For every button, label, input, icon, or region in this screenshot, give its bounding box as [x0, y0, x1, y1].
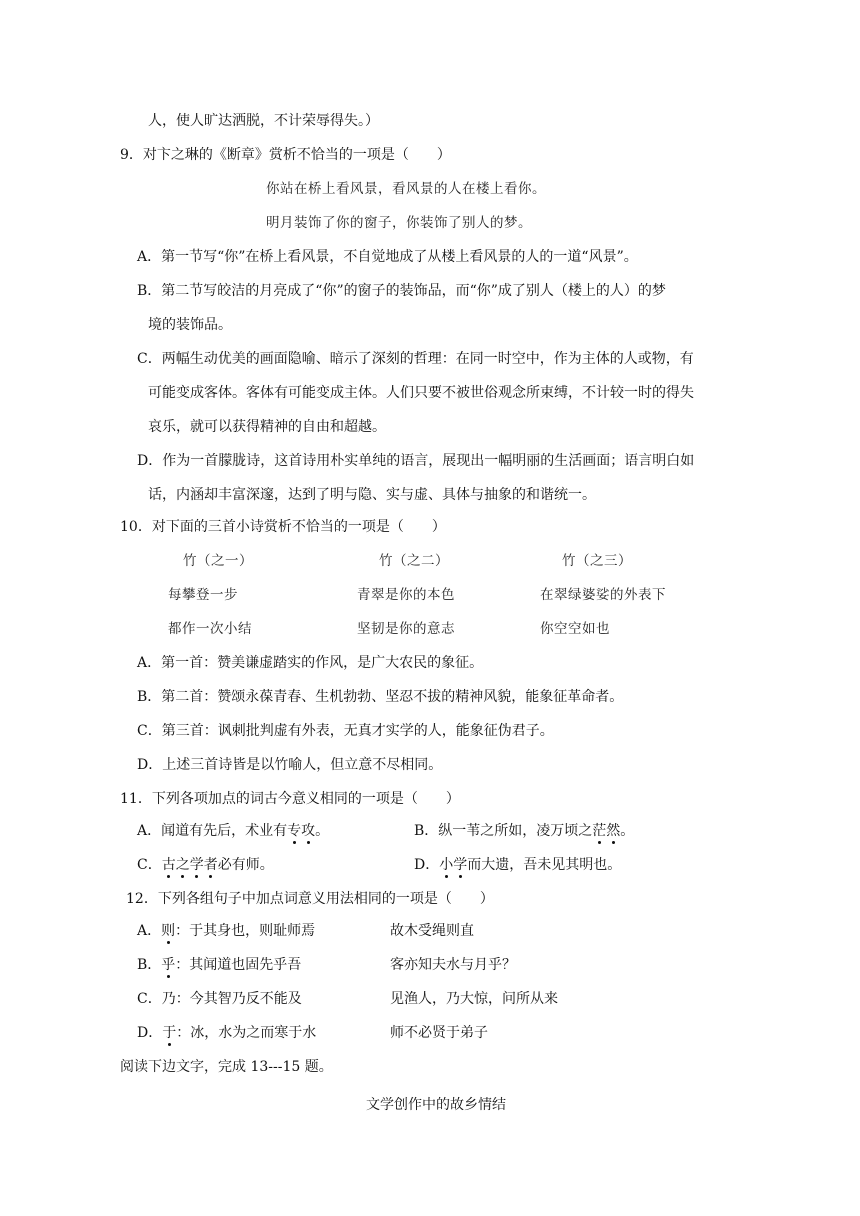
- emphasis-dot-char: 然: [606, 823, 621, 839]
- q9-option-b-line-1: B．第二节写皎洁的月亮成了“你”的窗子的装饰品，而“你”成了别人（楼上的人）的梦: [137, 283, 666, 299]
- emphasis-dot-char: 乎: [161, 957, 176, 973]
- q12-b-label: B．: [137, 957, 162, 973]
- q12-d-dotted: [162, 1025, 176, 1041]
- q10-option-c: C．第三首：讽刺批判虚有外表，无真才实学的人，能象征伪君子。: [137, 723, 554, 739]
- q11-d-post: 而大遗，吾未见其明也。: [467, 857, 622, 873]
- reading-instruction: 阅读下边文字，完成 13---15 题。: [120, 1059, 333, 1075]
- q12-b-sentence-2: 客亦知夫水与月乎？: [390, 957, 516, 973]
- q9-option-a: A．第一节写“你”在桥上看风景，不自觉地成了从楼上看风景的人的一道“风景”。: [137, 249, 638, 265]
- q11-option-c: [137, 856, 274, 874]
- q12-c-sentence-2: 见渔人，乃大惊，问所从来: [390, 991, 558, 1007]
- q12-stem: 12．下列各组句子中加点词意义用法相同的一项是（ ）: [126, 891, 494, 907]
- poem-1-title: 竹（之一）: [183, 553, 253, 569]
- q11-a-pre: A．闻道有先后，术业有: [137, 823, 288, 839]
- emphasis-dot-char: 古: [161, 857, 176, 873]
- poem-2-title: 竹（之二）: [379, 553, 449, 569]
- q11-c-dotted: [162, 857, 218, 873]
- emphasis-dot-char: 之: [175, 857, 190, 873]
- q11-b-dotted: [592, 823, 620, 839]
- q12-c-sentence-1: ：今其智乃反不能及: [175, 991, 302, 1007]
- emphasis-dot-char: 学: [189, 857, 204, 873]
- q9-option-c-line-1: C．两幅生动优美的画面隐喻、暗示了深刻的哲理：在同一时空中，作为主体的人或物，有: [137, 351, 694, 367]
- q12-option-c-left: [137, 990, 302, 1008]
- q12-option-d-left: [137, 1024, 316, 1042]
- poem-2-line-2: 坚韧是你的意志: [357, 621, 455, 637]
- q11-d-dotted: [439, 857, 467, 873]
- q12-a-sentence-2: 故木受绳则直: [390, 923, 474, 939]
- q12-c-label: C．: [137, 991, 162, 1007]
- q10-option-d: D．上述三首诗皆是以竹喻人，但立意不尽相同。: [137, 757, 443, 773]
- q12-d-label: D．: [137, 1025, 163, 1041]
- q9-poem-line-2: 明月装饰了你的窗子，你装饰了别人的梦。: [266, 215, 532, 231]
- poem-1-line-2: 都作一次小结: [168, 621, 252, 637]
- poem-2-line-1: 青翠是你的本色: [357, 587, 455, 603]
- q12-b-dotted: [161, 957, 175, 973]
- q9-stem: 9．对卞之琳的《断章》赏析不恰当的一项是（ ）: [120, 147, 451, 163]
- q11-c-pre: C．: [137, 857, 162, 873]
- emphasis-dot-char: 专: [287, 823, 302, 839]
- q10-stem: 10．对下面的三首小诗赏析不恰当的一项是（ ）: [120, 519, 446, 535]
- q12-a-label: A．: [137, 923, 162, 939]
- q12-c-word: 乃: [161, 991, 176, 1007]
- q12-a-dotted: [161, 923, 175, 939]
- poem-3-line-2: 你空空如也: [540, 621, 610, 637]
- q11-option-a: [137, 822, 329, 840]
- q12-d-sentence-2: 师不必贤于弟子: [390, 1025, 488, 1041]
- q9-option-c-line-3: 哀乐，就可以获得精神的自由和超越。: [148, 419, 386, 435]
- q11-a-dotted: [287, 823, 315, 839]
- q12-b-sentence-1: ：其闻道也固先乎吾: [175, 957, 302, 973]
- q9-option-b-line-2: 境的装饰品。: [148, 317, 232, 333]
- q12-option-b-left: [137, 956, 301, 974]
- q9-option-d-line-1: D．作为一首朦胧诗，这首诗用朴实单纯的语言，展现出一幅明丽的生活画面；语言明白如: [137, 453, 695, 469]
- emphasis-dot-char: 茫: [592, 823, 607, 839]
- article-title: 文学创作中的故乡情结: [366, 1097, 506, 1113]
- q11-option-d: [414, 856, 621, 874]
- q10-option-a: A．第一首：赞美谦虚踏实的作风，是广大农民的象征。: [137, 655, 484, 671]
- emphasis-dot-char: 者: [203, 857, 218, 873]
- q12-d-sentence-1: ：冰，水为之而寒于水: [176, 1025, 317, 1041]
- emphasis-dot-char: 则: [161, 923, 176, 939]
- q11-d-pre: D．: [414, 857, 440, 873]
- poem-3-line-1: 在翠绿婆娑的外表下: [540, 587, 666, 603]
- q9-option-c-line-2: 可能变成客体。客体有可能变成主体。人们只要不被世俗观念所束缚，不计较一时的得失: [148, 385, 694, 401]
- q11-b-pre: B．纵一苇之所如，凌万顷之: [414, 823, 593, 839]
- emphasis-dot-char: 学: [453, 857, 468, 873]
- q9-poem-line-1: 你站在桥上看风景，看风景的人在楼上看你。: [266, 181, 546, 197]
- q11-a-post: 。: [315, 823, 330, 839]
- q11-option-b: [414, 822, 634, 840]
- poem-3-title: 竹（之三）: [562, 553, 632, 569]
- q10-option-b: B．第二首：赞颂永葆青春、生机勃勃、坚忍不拔的精神风貌，能象征革命者。: [137, 689, 624, 705]
- q12-option-a-left: [137, 922, 315, 940]
- q12-a-sentence-1: ：于其身也，则耻师焉: [175, 923, 316, 939]
- q9-option-d-line-2: 话，内涵却丰富深邃，达到了明与隐、实与虚、具体与抽象的和谐统一。: [148, 487, 596, 503]
- q11-stem: 11．下列各项加点的词古今意义相同的一项是（ ）: [120, 791, 460, 807]
- poem-1-line-1: 每攀登一步: [168, 587, 238, 603]
- intro-tail: 人，使人旷达洒脱，不计荣辱得失。）: [148, 113, 379, 129]
- emphasis-dot-char: 小: [439, 857, 454, 873]
- q11-b-post: 。: [620, 823, 635, 839]
- q11-c-post: 必有师。: [217, 857, 274, 873]
- emphasis-dot-char: 于: [162, 1025, 177, 1041]
- emphasis-dot-char: 攻: [301, 823, 316, 839]
